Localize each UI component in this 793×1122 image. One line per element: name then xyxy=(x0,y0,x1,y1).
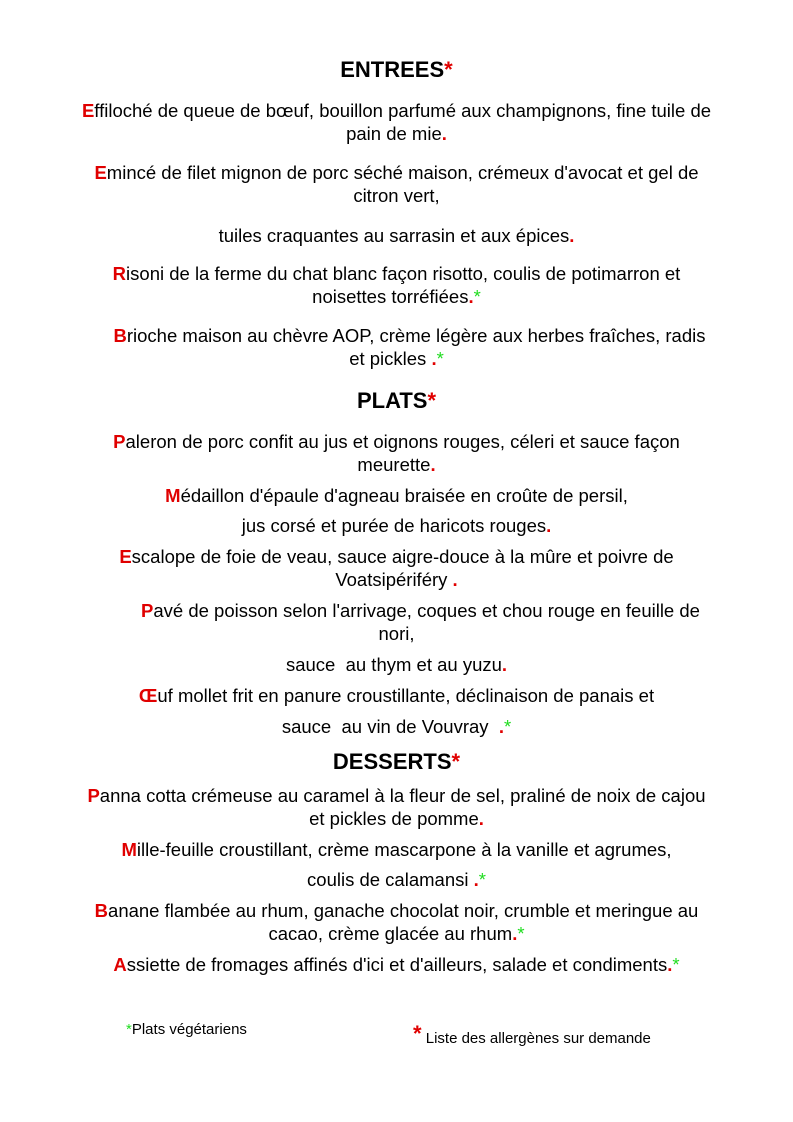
menu-item-line xyxy=(0,431,793,453)
menu-item-line xyxy=(0,454,793,476)
item-text: rioche maison au chèvre AOP, crème légère aux herbes fraîches, radis xyxy=(126,325,706,346)
item-initial: B xyxy=(94,900,109,921)
item-end-mark: . xyxy=(512,923,518,944)
vegetarian-star: * xyxy=(473,286,481,307)
item-end-mark: . xyxy=(498,716,504,737)
section-heading xyxy=(0,749,793,775)
item-initial: P xyxy=(87,785,100,806)
item-text: tuiles craquantes au sarrasin et aux épices xyxy=(218,225,570,246)
menu-item-line xyxy=(0,123,793,145)
item-text: isoni de la ferme du chat blanc façon risotto, coulis de potimarron et xyxy=(126,263,681,284)
item-text: ffiloché de queue de bœuf, bouillon parfumé aux champignons, fine tuile de xyxy=(94,100,712,121)
menu-item-line xyxy=(0,185,793,207)
section-title: ENTREES xyxy=(340,57,445,82)
item-initial: P xyxy=(141,600,154,621)
item-text: Voatsipériféry xyxy=(335,569,453,590)
allergen-label: Liste des allergènes sur demande xyxy=(421,1030,651,1047)
item-initial: Œ xyxy=(138,685,158,706)
item-text: sauce au thym et au yuzu xyxy=(285,654,502,675)
allergen-star: * xyxy=(451,749,461,774)
item-end-mark: . xyxy=(431,348,437,369)
menu-item-line xyxy=(0,100,793,122)
section-heading xyxy=(0,388,793,414)
menu-item-line xyxy=(0,286,793,308)
item-text: anna cotta crémeuse au caramel à la fleur de sel, praliné de noix de cajou xyxy=(99,785,706,806)
item-text: et pickles de pomme xyxy=(309,808,479,829)
item-text: jus corsé et purée de haricots rouges xyxy=(241,515,547,536)
item-text: ille-feuille croustillant, crème mascarpone à la vanille et agrumes, xyxy=(136,839,672,860)
item-initial: E xyxy=(94,162,107,183)
item-text: scalope de foie de veau, sauce aigre-douce à la mûre et poivre de xyxy=(131,546,674,567)
item-text: aleron de porc confit au jus et oignons rouges, céleri et sauce façon xyxy=(125,431,680,452)
item-text: anane flambée au rhum, ganache chocolat noir, crumble et meringue au xyxy=(108,900,699,921)
menu-item-line xyxy=(0,225,793,247)
menu-item-line xyxy=(0,869,793,891)
item-end-mark: . xyxy=(546,515,552,536)
item-text: citron vert, xyxy=(353,185,440,206)
item-end-mark: . xyxy=(468,286,474,307)
menu-item-line xyxy=(0,162,793,184)
item-end-mark: . xyxy=(430,454,436,475)
item-end-mark: . xyxy=(441,123,447,144)
menu-item-line xyxy=(0,685,793,707)
menu-item-line xyxy=(0,785,793,807)
item-text: meurette xyxy=(357,454,431,475)
menu-item-line xyxy=(24,600,793,622)
menu-item-line xyxy=(0,716,793,738)
item-initial: P xyxy=(113,431,126,452)
section-heading xyxy=(0,57,793,83)
menu-item-line xyxy=(0,623,793,645)
item-text: ssiette de fromages affinés d'ici et d'ailleurs, salade et condiments xyxy=(126,954,668,975)
menu-item-line xyxy=(0,923,793,945)
vegetarian-star: * xyxy=(478,869,486,890)
menu-item-line xyxy=(13,325,793,347)
item-text: nori, xyxy=(378,623,415,644)
vegetarian-star: * xyxy=(503,716,512,737)
item-initial: E xyxy=(119,546,132,567)
item-end-mark: . xyxy=(667,954,673,975)
menu-item-line xyxy=(0,900,793,922)
vegetarian-label: Plats végétariens xyxy=(131,1021,247,1038)
item-text: pain de mie xyxy=(346,123,442,144)
menu-item-line xyxy=(0,263,793,285)
menu-item-line xyxy=(0,839,793,861)
item-text: coulis de calamansi xyxy=(307,869,474,890)
vegetarian-star: * xyxy=(517,923,525,944)
item-initial: M xyxy=(121,839,137,860)
menu-item-line xyxy=(0,485,793,507)
item-initial: B xyxy=(113,325,127,346)
section-title: PLATS xyxy=(356,388,428,413)
item-end-mark: . xyxy=(478,808,484,829)
item-text: édaillon d'épaule d'agneau braisée en croûte de persil, xyxy=(180,485,628,506)
menu-item-line xyxy=(0,546,793,568)
item-end-mark: . xyxy=(473,869,479,890)
menu-item-line xyxy=(0,515,793,537)
item-text: avé de poisson selon l'arrivage, coques et chou rouge en feuille de xyxy=(153,600,700,621)
menu-item-line xyxy=(0,348,793,370)
allergen-star: * xyxy=(444,57,453,82)
item-end-mark: . xyxy=(569,225,575,246)
item-end-mark: . xyxy=(501,654,508,675)
allergen-star: * xyxy=(413,1021,422,1046)
footer-vegetarian-note xyxy=(126,1021,247,1038)
vegetarian-star: * xyxy=(126,1021,132,1038)
vegetarian-star: * xyxy=(672,954,680,975)
item-text: noisettes torréfiées xyxy=(312,286,469,307)
item-initial: A xyxy=(113,954,127,975)
section-title: DESSERTS xyxy=(332,749,452,774)
item-initial: E xyxy=(81,100,95,121)
item-text: mincé de filet mignon de porc séché maison, crémeux d'avocat et gel de xyxy=(106,162,699,183)
menu-item-line xyxy=(0,569,793,591)
menu-item-line xyxy=(0,808,793,830)
item-end-mark: . xyxy=(452,569,458,590)
item-initial: M xyxy=(165,485,181,506)
item-text: cacao, crème glacée au rhum xyxy=(268,923,513,944)
vegetarian-star: * xyxy=(436,348,444,369)
item-initial: R xyxy=(112,263,127,284)
item-text: uf mollet frit en panure croustillante, déclinaison de panais et xyxy=(157,685,655,706)
footer-allergen-note xyxy=(413,1021,651,1047)
menu-item-line xyxy=(0,954,793,976)
allergen-star: * xyxy=(427,388,437,413)
menu-item-line xyxy=(0,654,793,676)
item-text: sauce au vin de Vouvray xyxy=(281,716,499,737)
item-text: et pickles xyxy=(349,348,432,369)
